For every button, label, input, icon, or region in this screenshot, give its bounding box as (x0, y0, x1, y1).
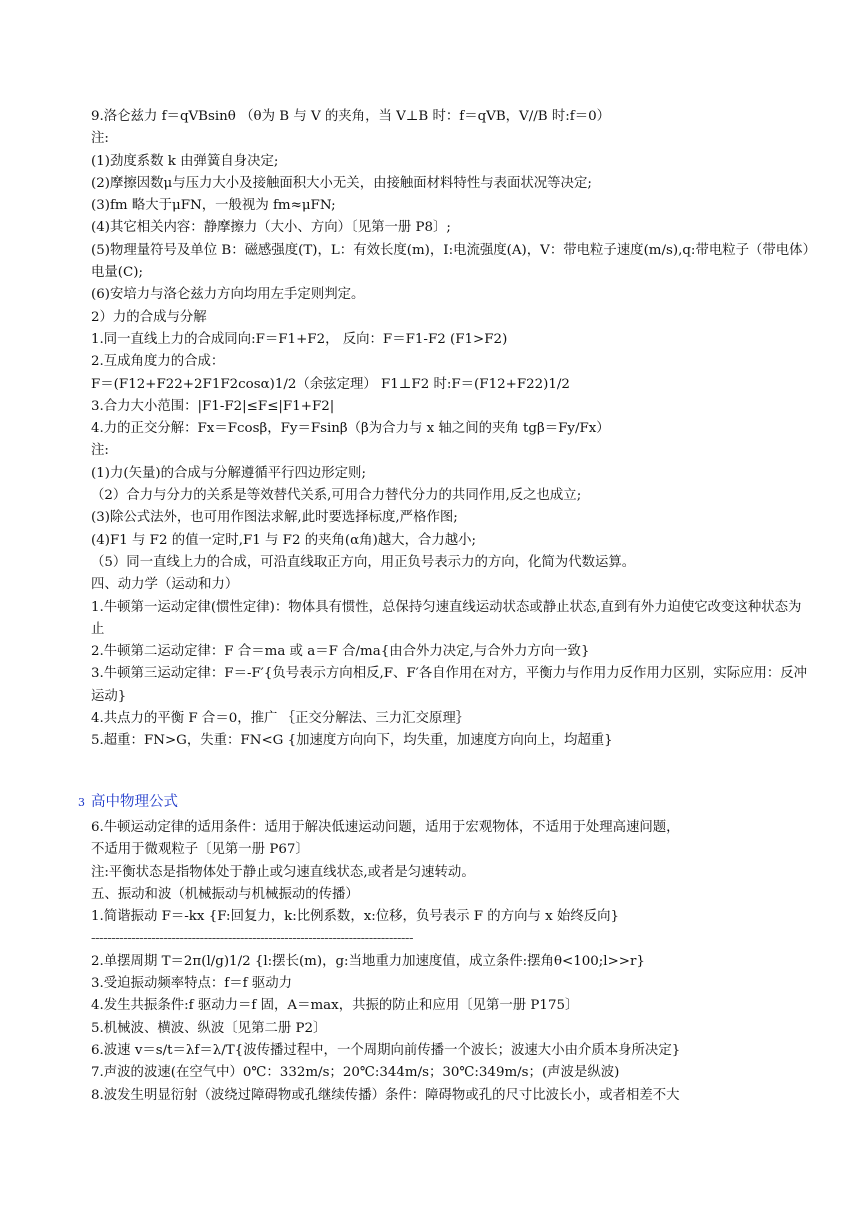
text-line: 1.牛顿第一运动定律(惯性定律)：物体具有惯性，总保持匀速直线运动状态或静止状态,直到有外力迫使它改变这种状态为止 (91, 599, 802, 637)
text-line: F＝(F12+F22+2F1F2cosα)1/2（余弦定理） F1⊥F2 时:F＝(F12+F22)1/2 (91, 376, 570, 392)
text-line: 注: (91, 131, 109, 147)
text-line: 8.波发生明显衍射（波绕过障碍物或孔继续传播）条件：障碍物或孔的尺寸比波长小，或者相差不大 (91, 1087, 680, 1103)
text-line: 7.声波的波速(在空气中）0℃：332m/s；20℃:344m/s；30℃:349m/s；(声波是纵波) (91, 1065, 620, 1081)
text-line: （2）合力与分力的关系是等效替代关系,可用合力替代分力的共同作用,反之也成立; (91, 488, 582, 504)
text-line: 不适用于微观粒子〔见第一册 P67〕 (91, 842, 309, 858)
text-line: (5)物理量符号及单位 B：磁感强度(T)，L：有效长度(m)，I:电流强度(A)，V：带电粒子速度(m/s),q:带电粒子（带电体）电量(C); (91, 242, 810, 281)
text-line: 4.发生共振条件:f 驱动力＝f 固，A＝max，共振的防止和应用〔见第一册 P175〕 (91, 998, 579, 1014)
text-line: 3.牛顿第三运动定律：F＝-F′{负号表示方向相反,F、F′各自作用在对方，平衡力与作用力反作用力区别，实际应用：反冲运动} (91, 666, 808, 704)
dashed-divider: -------------------------------------------------------------------------------- (91, 931, 413, 947)
text-line: 4.力的正交分解：Fx＝Fcosβ，Fy＝Fsinβ（β为合力与 x 轴之间的夹角 tgβ＝Fy/Fx） (91, 421, 610, 437)
text-line: 5.机械波、横波、纵波〔见第二册 P2〕 (91, 1020, 327, 1036)
text-line: 6.牛顿运动定律的适用条件：适用于解决低速运动问题，适用于宏观物体，不适用于处理高速问题， (91, 820, 680, 835)
text-line: 6.波速 v＝s/t＝λf＝λ/T{波传播过程中，一个周期向前传播一个波长；波速大小由介质本身所决定} (91, 1042, 681, 1058)
text-line: 9.洛仑兹力 f＝qVBsinθ （θ为 B 与 V 的夹角，当 V⊥B 时：f＝qVB，V//B 时:f＝0） (91, 109, 611, 124)
text-line: 2.互成角度力的合成： (91, 354, 225, 370)
text-line: 注:平衡状态是指物体处于静止或匀速直线状态,或者是匀速转动。 (91, 864, 475, 880)
text-line: (4)F1 与 F2 的值一定时,F1 与 F2 的夹角(α角)越大，合力越小; (91, 532, 477, 548)
text-line: (3)fm 略大于μFN，一般视为 fm≈μFN; (91, 198, 336, 214)
text-block-lower (91, 817, 811, 1107)
text-line: 注: (91, 443, 109, 459)
text-line: (2)摩擦因数μ与压力大小及接触面积大小无关，由接触面材料特性与表面状况等决定; (91, 175, 592, 191)
text-line: (3)除公式法外，也可用作图法求解,此时要选择标度,严格作图; (91, 510, 458, 526)
text-line: 4.共点力的平衡 F 合＝0，推广 ｛正交分解法、三力汇交原理｝ (91, 711, 470, 727)
text-block-upper (91, 106, 811, 753)
text-line: 四、动力学（运动和力） (91, 577, 239, 593)
text-line: 五、振动和波（机械振动与机械振动的传播） (91, 886, 359, 902)
text-line: (1)力(矢量)的合成与分解遵循平行四边形定则; (91, 465, 366, 481)
text-line: (1)劲度系数 k 由弹簧自身决定; (91, 153, 279, 169)
text-line: (6)安培力与洛仑兹力方向均用左手定则判定。 (91, 287, 365, 303)
text-line: 5.超重：FN>G，失重：FN<G {加速度方向向下，均失重，加速度方向向上，均超重} (91, 733, 613, 749)
text-line: （5）同一直线上力的合成，可沿直线取正方向，用正负号表示力的方向，化简为代数运算。 (91, 554, 636, 570)
text-line: 3.受迫振动频率特点：f＝f 驱动力 (91, 976, 293, 992)
text-line: 2）力的合成与分解 (91, 309, 207, 325)
section-number: 3 (78, 796, 85, 809)
section-heading (78, 790, 178, 811)
text-line: 1.简谐振动 F＝-kx {F:回复力，k:比例系数，x:位移，负号表示 F 的方向与 x 始终反向} (91, 909, 620, 925)
text-line: (4)其它相关内容：静摩擦力（大小、方向）〔见第一册 P8〕; (91, 220, 451, 236)
text-line: 2.牛顿第二运动定律：F 合＝ma 或 a＝F 合/ma{由合外力决定,与合外力方向一致} (91, 644, 590, 660)
text-line: 3.合力大小范围：|F1-F2|≤F≤|F1+F2| (91, 398, 335, 414)
text-line: 1.同一直线上力的合成同向:F＝F1+F2， 反向：F＝F1-F2 (F1>F2) (91, 331, 508, 347)
text-line: 2.单摆周期 T＝2π(l/g)1/2 {l:摆长(m)，g:当地重力加速度值，成立条件:摆角θ<100;l>>r} (91, 953, 645, 969)
section-title-text: 高中物理公式 (91, 794, 178, 810)
